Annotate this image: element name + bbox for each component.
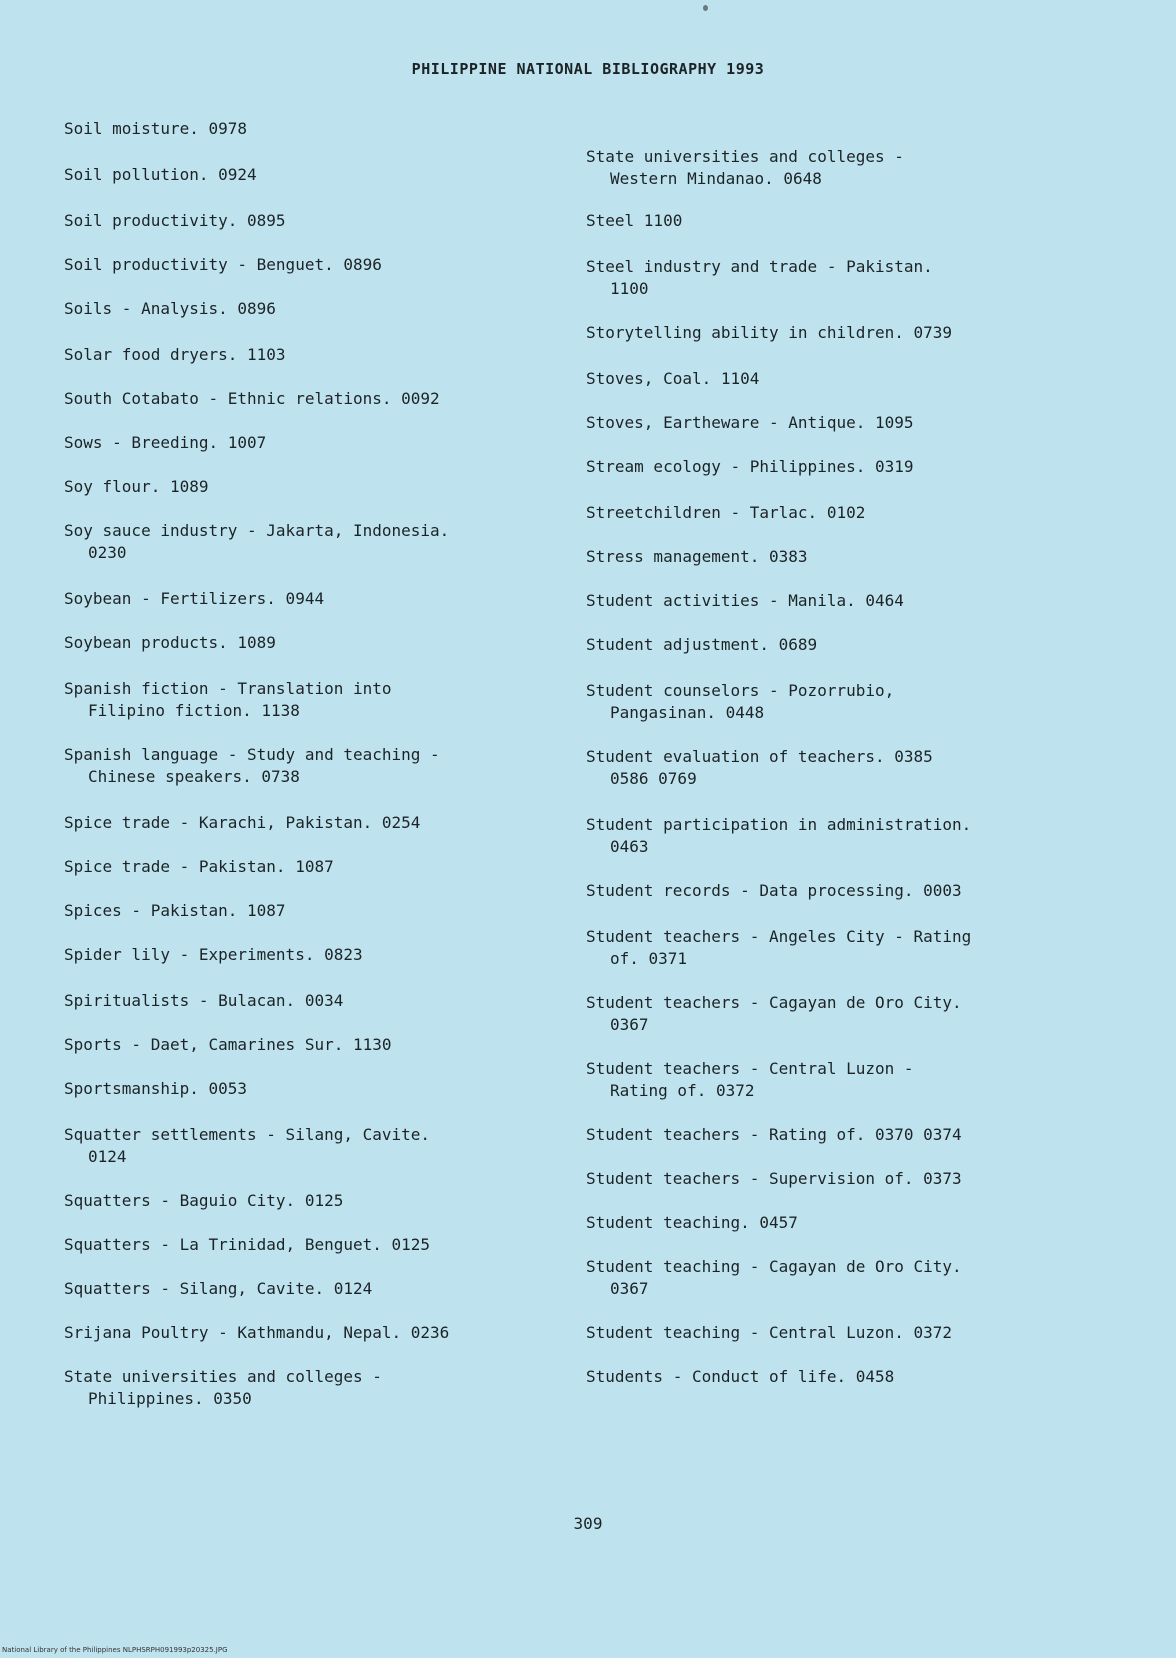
entry-line: Squatters - Baguio City. 0125 <box>64 1191 344 1210</box>
index-entry <box>64 254 564 276</box>
entry-line: Student records - Data processing. 0003 <box>586 881 962 900</box>
index-entry <box>586 210 1086 232</box>
index-entry <box>64 856 564 878</box>
entry-line: Srijana Poultry - Kathmandu, Nepal. 0236 <box>64 1323 450 1342</box>
entry-line: Students - Conduct of life. 0458 <box>586 1367 895 1386</box>
entry-line: Student teaching - Cagayan de Oro City. <box>586 1257 962 1276</box>
entry-continuation: of. 0371 <box>610 949 688 968</box>
scan-footer: National Library of the Philippines NLPHSRPH091993p20325.JPG <box>2 1646 228 1654</box>
index-entry <box>64 678 564 722</box>
index-entry <box>586 146 1086 190</box>
entry-line: Student evaluation of teachers. 0385 <box>586 747 933 766</box>
entry-continuation: 0586 0769 <box>610 769 697 788</box>
index-entry <box>64 388 564 410</box>
entry-line: Sports - Daet, Camarines Sur. 1130 <box>64 1035 392 1054</box>
entry-line: Squatters - La Trinidad, Benguet. 0125 <box>64 1235 431 1254</box>
index-entry <box>64 588 564 610</box>
index-entry <box>586 546 1086 568</box>
entry-line: Student activities - Manila. 0464 <box>586 591 904 610</box>
index-entry <box>586 412 1086 434</box>
entry-continuation: Rating of. 0372 <box>610 1081 755 1100</box>
entry-line: Soy sauce industry - Jakarta, Indonesia. <box>64 521 450 540</box>
entry-line: Steel 1100 <box>586 211 683 230</box>
entry-line: Sows - Breeding. 1007 <box>64 433 267 452</box>
entry-line: Spanish fiction - Translation into <box>64 679 392 698</box>
index-entry <box>586 680 1086 724</box>
entry-line: Student participation in administration. <box>586 815 972 834</box>
index-entry <box>64 1234 564 1256</box>
index-entry <box>586 1322 1086 1344</box>
index-entry <box>586 1124 1086 1146</box>
index-entry <box>64 520 564 564</box>
entry-line: Student teachers - Supervision of. 0373 <box>586 1169 962 1188</box>
entry-line: Streetchildren - Tarlac. 0102 <box>586 503 866 522</box>
scan-speck <box>703 5 708 11</box>
index-entry <box>64 432 564 454</box>
index-entry <box>586 456 1086 478</box>
index-entry <box>64 632 564 654</box>
entry-line: Steel industry and trade - Pakistan. <box>586 257 933 276</box>
entry-line: Soil pollution. 0924 <box>64 165 257 184</box>
index-entry <box>64 118 564 140</box>
entry-line: Soybean products. 1089 <box>64 633 276 652</box>
index-entry <box>586 814 1086 858</box>
index-entry <box>64 1034 564 1056</box>
entry-line: Soil moisture. 0978 <box>64 119 248 138</box>
entry-continuation: Chinese speakers. 0738 <box>88 767 300 786</box>
entry-line: Storytelling ability in children. 0739 <box>586 323 953 342</box>
index-entry <box>586 322 1086 344</box>
entry-line: Spices - Pakistan. 1087 <box>64 901 286 920</box>
entry-line: Stoves, Eartheware - Antique. 1095 <box>586 413 914 432</box>
index-entry <box>586 926 1086 970</box>
index-entry <box>64 900 564 922</box>
index-entry <box>586 1058 1086 1102</box>
index-entry <box>64 1322 564 1344</box>
index-entry <box>586 502 1086 524</box>
entry-line: Sportsmanship. 0053 <box>64 1079 248 1098</box>
entry-line: Student teaching. 0457 <box>586 1213 798 1232</box>
index-entry <box>586 1256 1086 1300</box>
entry-continuation: 0124 <box>88 1147 127 1166</box>
index-entry <box>64 1190 564 1212</box>
entry-continuation: 0367 <box>610 1015 649 1034</box>
entry-line: Soils - Analysis. 0896 <box>64 299 276 318</box>
index-entry <box>64 164 564 186</box>
entry-line: Spider lily - Experiments. 0823 <box>64 945 363 964</box>
entry-line: Stream ecology - Philippines. 0319 <box>586 457 914 476</box>
index-entry <box>64 990 564 1012</box>
page-number: 309 <box>573 1514 603 1533</box>
entry-line: Spice trade - Karachi, Pakistan. 0254 <box>64 813 421 832</box>
index-entry <box>64 812 564 834</box>
entry-continuation: 0463 <box>610 837 649 856</box>
index-entry <box>64 298 564 320</box>
index-entry <box>586 590 1086 612</box>
entry-line: Soil productivity. 0895 <box>64 211 286 230</box>
entry-line: Squatters - Silang, Cavite. 0124 <box>64 1279 373 1298</box>
entry-line: Student teaching - Central Luzon. 0372 <box>586 1323 953 1342</box>
entry-line: Student teachers - Rating of. 0370 0374 <box>586 1125 962 1144</box>
index-entry <box>586 746 1086 790</box>
entry-continuation: 0230 <box>88 543 127 562</box>
entry-continuation: 0367 <box>610 1279 649 1298</box>
index-entry <box>64 210 564 232</box>
entry-line: Soybean - Fertilizers. 0944 <box>64 589 325 608</box>
index-entry <box>586 1168 1086 1190</box>
index-entry <box>586 634 1086 656</box>
entry-continuation: Philippines. 0350 <box>88 1389 252 1408</box>
index-entry <box>586 880 1086 902</box>
index-entry <box>64 744 564 788</box>
entry-line: Spanish language - Study and teaching - <box>64 745 440 764</box>
entry-line: Spice trade - Pakistan. 1087 <box>64 857 334 876</box>
entry-line: Student teachers - Cagayan de Oro City. <box>586 993 962 1012</box>
entry-line: South Cotabato - Ethnic relations. 0092 <box>64 389 440 408</box>
entry-line: Soil productivity - Benguet. 0896 <box>64 255 382 274</box>
entry-line: Solar food dryers. 1103 <box>64 345 286 364</box>
entry-line: Stoves, Coal. 1104 <box>586 369 760 388</box>
entry-continuation: Western Mindanao. 0648 <box>610 169 822 188</box>
index-entry <box>586 256 1086 300</box>
entry-continuation: Filipino fiction. 1138 <box>88 701 300 720</box>
index-entry <box>64 1078 564 1100</box>
index-entry <box>64 944 564 966</box>
index-entry <box>64 476 564 498</box>
index-entry <box>586 1212 1086 1234</box>
index-entry <box>586 1366 1086 1388</box>
entry-continuation: 1100 <box>610 279 649 298</box>
entry-continuation: Pangasinan. 0448 <box>610 703 765 722</box>
entry-line: Student teachers - Central Luzon - <box>586 1059 914 1078</box>
index-entry <box>586 368 1086 390</box>
index-entry <box>64 344 564 366</box>
index-entry <box>586 992 1086 1036</box>
entry-line: Soy flour. 1089 <box>64 477 209 496</box>
entry-line: Stress management. 0383 <box>586 547 808 566</box>
entry-line: State universities and colleges - <box>586 147 904 166</box>
entry-line: State universities and colleges - <box>64 1367 382 1386</box>
index-entry <box>64 1366 564 1410</box>
index-entry <box>64 1124 564 1168</box>
entry-line: Spiritualists - Bulacan. 0034 <box>64 991 344 1010</box>
index-entry <box>64 1278 564 1300</box>
entry-line: Student teachers - Angeles City - Rating <box>586 927 972 946</box>
entry-line: Student counselors - Pozorrubio, <box>586 681 895 700</box>
page-header: PHILIPPINE NATIONAL BIBLIOGRAPHY 1993 <box>411 60 765 78</box>
entry-line: Student adjustment. 0689 <box>586 635 818 654</box>
entry-line: Squatter settlements - Silang, Cavite. <box>64 1125 431 1144</box>
